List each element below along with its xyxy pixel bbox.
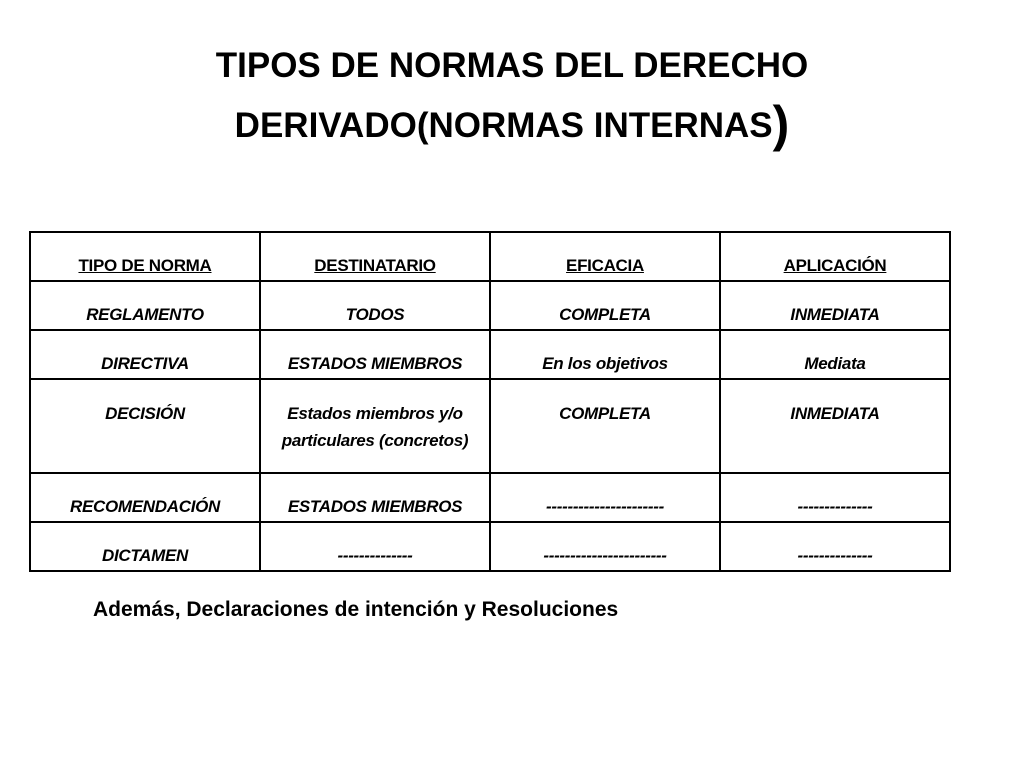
- title-line-1: TIPOS DE NORMAS DEL DERECHO: [215, 46, 809, 85]
- cell-tipo: RECOMENDACIÓN: [30, 473, 260, 522]
- cell-eficacia: En los objetivos: [490, 330, 720, 379]
- header-destinatario: DESTINATARIO: [260, 232, 490, 281]
- cell-destinatario: ESTADOS MIEMBROS: [260, 330, 490, 379]
- table-row: [30, 330, 950, 379]
- cell-tipo: REGLAMENTO: [30, 281, 260, 330]
- cell-destinatario: Estados miembros y/o particulares (concretos): [260, 379, 490, 473]
- cell-tipo: DIRECTIVA: [30, 330, 260, 379]
- cell-eficacia: -----------------------: [490, 522, 720, 571]
- table-row: [30, 281, 950, 330]
- cell-aplicacion: --------------: [720, 473, 950, 522]
- cell-eficacia: COMPLETA: [490, 379, 720, 473]
- cell-aplicacion: INMEDIATA: [720, 379, 950, 473]
- table-row: [30, 473, 950, 522]
- title-line-2-text: DERIVADO(NORMAS INTERNAS: [234, 106, 773, 145]
- cell-tipo: DECISIÓN: [30, 379, 260, 473]
- header-tipo-de-norma: TIPO DE NORMA: [30, 232, 260, 281]
- title-closing-paren: ): [772, 96, 790, 152]
- table-row: [30, 379, 950, 473]
- cell-eficacia: ----------------------: [490, 473, 720, 522]
- cell-eficacia: COMPLETA: [490, 281, 720, 330]
- cell-destinatario: ESTADOS MIEMBROS: [260, 473, 490, 522]
- cell-aplicacion: Mediata: [720, 330, 950, 379]
- cell-aplicacion: INMEDIATA: [720, 281, 950, 330]
- slide-title: [0, 36, 1024, 156]
- norms-table: [29, 231, 951, 572]
- cell-destinatario: TODOS: [260, 281, 490, 330]
- header-aplicacion: APLICACIÓN: [720, 232, 950, 281]
- cell-tipo: DICTAMEN: [30, 522, 260, 571]
- table-header-row: [30, 232, 950, 281]
- cell-aplicacion: --------------: [720, 522, 950, 571]
- cell-destinatario: --------------: [260, 522, 490, 571]
- title-line-2: [0, 96, 1024, 156]
- footer-note: Además, Declaraciones de intención y Resoluciones: [93, 598, 619, 621]
- header-eficacia: EFICACIA: [490, 232, 720, 281]
- table-row: [30, 522, 950, 571]
